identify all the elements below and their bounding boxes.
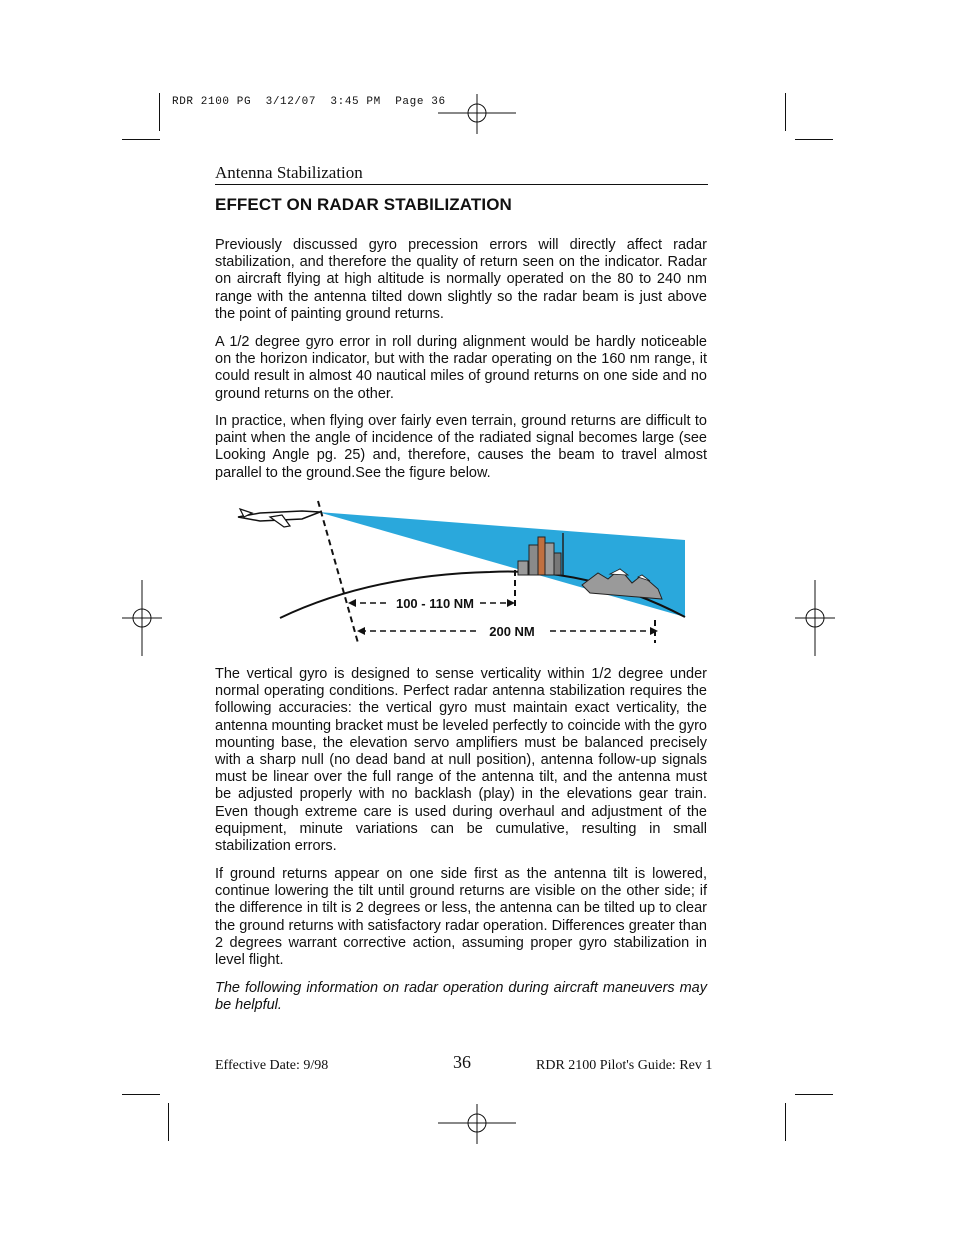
crop-mark — [785, 93, 786, 131]
label-long-range: 200 NM — [489, 624, 535, 639]
paragraph-tilt-correction: If ground returns appear on one side first as the antenna tilt is lowered, continue lowering the tilt until ground returns are visible on the other side; if the difference in tilt is 2 degrees or less, the antenna can be tilted up to clear the ground returns with satisfactory radar operation. Differences greater than 2 degrees warrant corrective action, assuming proper gyro stabilization in level flight. — [215, 866, 707, 969]
registration-mark-right — [795, 580, 835, 656]
aircraft-icon — [238, 509, 320, 527]
paragraph-terrain: In practice, when flying over fairly even terrain, ground returns are difficult to paint when the angle of incidence of the radiated signal becomes large (see Looking Angle pg. 25) and, therefore, causes the beam to travel almost parallel to the ground.See the figure below. — [215, 413, 707, 481]
registration-mark-left — [122, 580, 162, 656]
paragraph-roll-error: A 1/2 degree gyro error in roll during alignment would be hardly noticeable on the horizon indicator, but with the radar operating on the 160 nm range, it could result in almost 40 nautical miles of ground returns on one side and no ground returns on the other. — [215, 334, 707, 402]
section-header: Antenna Stabilization — [215, 163, 363, 182]
crop-mark — [785, 1103, 786, 1141]
page-title: EFFECT ON RADAR STABILIZATION — [215, 195, 512, 214]
crop-mark — [795, 1094, 833, 1095]
registration-mark-top — [438, 94, 516, 134]
effective-date: Effective Date: 9/98 — [215, 1058, 329, 1073]
page-number: 36 — [453, 1052, 471, 1072]
crop-mark — [168, 1103, 169, 1141]
crop-mark — [159, 93, 160, 131]
registration-mark-bottom — [438, 1104, 516, 1144]
crop-mark — [122, 139, 160, 140]
radar-beam — [318, 512, 685, 617]
closing-note: The following information on radar operation during aircraft maneuvers may be helpful. — [215, 980, 707, 1014]
crop-mark — [122, 1094, 160, 1095]
header-rule — [215, 184, 708, 185]
radar-beam-figure — [230, 495, 700, 647]
paragraph-gyro-precession: Previously discussed gyro precession errors will directly affect radar stabilization, and therefore the quality of return seen on the indicator. Radar on aircraft flying at high altitude is normally operated on the 80 to 240 nm range with the antenna tilted down slightly so the radar beam is just above the point of painting ground returns. — [215, 237, 707, 322]
crop-mark — [795, 139, 833, 140]
print-slug: RDR 2100 PG 3/12/07 3:45 PM Page 36 — [172, 96, 446, 108]
paragraph-vertical-gyro: The vertical gyro is designed to sense verticality within 1/2 degree under normal operating conditions. Perfect radar antenna stabilization requires the following accuracies: the vertical gyro must maintain exact verticality, the antenna mounting bracket must be leveled perfectly to coincide with the gyro mounting base, the elevation servo amplifiers must be balanced precisely with a sharp null (no dead band at null position), antenna follow-up signals must be linear over the full range of the antenna tilt, and the antenna must be adjusted properly with no backlash (play) in the elevations gear train. Even though extreme care is used during overhaul and adjustment of the equipment, minute variations can be cumulative, resulting in small stabilization errors. — [215, 666, 707, 855]
guide-title: RDR 2100 Pilot's Guide: Rev 1 — [536, 1058, 713, 1073]
label-short-range: 100 - 110 NM — [395, 596, 475, 611]
